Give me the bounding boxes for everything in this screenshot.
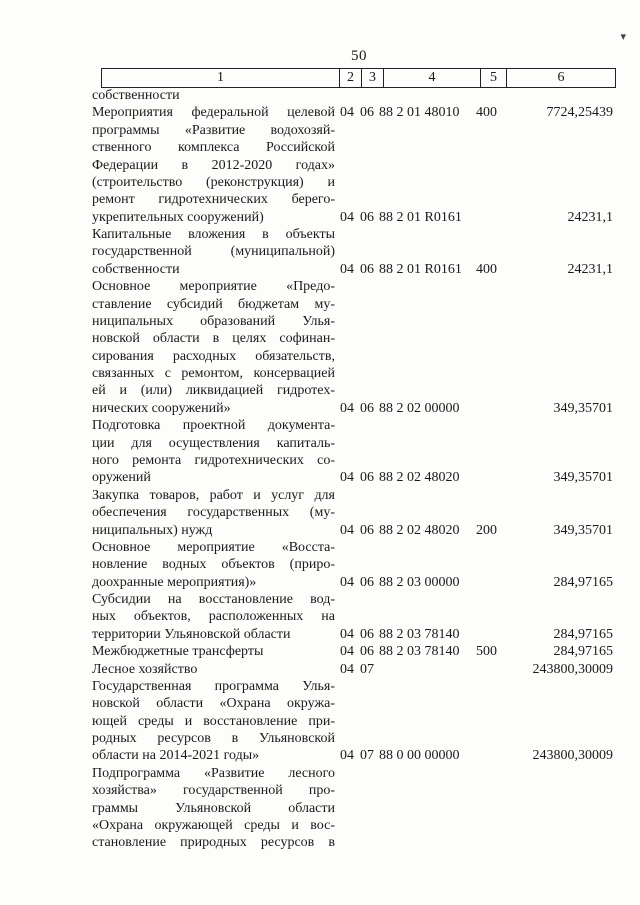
row-section-code: 04 — [340, 626, 354, 642]
row-description: Подпрограмма «Развитие лесного — [92, 765, 335, 781]
table-row — [0, 279, 640, 295]
row-description: Межбюджетные трансферты — [92, 644, 264, 660]
row-description: собственности — [92, 88, 180, 103]
row-description: становление природных ресурсов в — [92, 835, 335, 851]
row-description: ниципальных) нужд — [92, 522, 213, 538]
row-description: ного ремонта гидротехнических со- — [92, 452, 335, 468]
row-target-article: 88 2 03 00000 — [379, 574, 460, 590]
row-section-code: 04 — [340, 209, 354, 225]
row-expense-type: 400 — [476, 105, 497, 121]
row-description: связанных с ремонтом, консервацией — [92, 366, 335, 382]
row-amount: 24231,1 — [567, 209, 613, 225]
row-description: обеспечения государственных (му- — [92, 505, 335, 521]
row-target-article: 88 2 01 R0161 — [379, 261, 462, 277]
table-row — [0, 244, 640, 260]
row-subsection-code: 06 — [360, 644, 374, 660]
row-target-article: 88 2 03 78140 — [379, 626, 460, 642]
table-row — [0, 88, 640, 104]
header-col-4: 4 — [384, 69, 481, 87]
table-row — [0, 748, 640, 764]
row-description: ющей среды и восстановление при- — [92, 713, 335, 729]
row-description: государственной (муниципальной) — [92, 244, 335, 260]
row-description: оружений — [92, 470, 151, 486]
row-description: (строительство (реконструкция) и — [92, 174, 335, 190]
row-target-article: 88 0 00 00000 — [379, 748, 460, 764]
row-description: сирования расходных обязательств, — [92, 348, 335, 364]
row-description: нических сооружений» — [92, 400, 231, 416]
row-section-code: 04 — [340, 574, 354, 590]
row-description: новление водных объектов (приро- — [92, 557, 335, 573]
table-row — [0, 575, 640, 591]
row-subsection-code: 06 — [360, 522, 374, 538]
header-col-6: 6 — [557, 70, 565, 85]
table-row — [0, 523, 640, 539]
row-description: новской области «Охрана окружа- — [92, 696, 335, 712]
header-col-5: 5 — [481, 69, 507, 87]
row-subsection-code: 06 — [360, 574, 374, 590]
row-section-code: 04 — [340, 522, 354, 538]
table-row — [0, 453, 640, 469]
row-description: Основное мероприятие «Восста- — [92, 539, 335, 555]
table-row — [0, 662, 640, 678]
row-amount: 284,97165 — [553, 626, 613, 642]
row-description: собственности — [92, 261, 180, 277]
row-amount: 7724,25439 — [546, 105, 613, 121]
row-subsection-code: 07 — [360, 748, 374, 764]
row-target-article: 88 2 02 48020 — [379, 470, 460, 486]
table-row — [0, 592, 640, 608]
row-description: ниципальных образований Улья- — [92, 313, 335, 329]
corner-mark: ▾ — [620, 31, 626, 43]
table-row — [0, 818, 640, 834]
row-description: «Охрана окружающей среды и вос- — [92, 817, 335, 833]
row-expense-type: 200 — [476, 522, 497, 538]
row-subsection-code: 06 — [360, 626, 374, 642]
row-description: родных ресурсов в Ульяновской — [92, 731, 335, 747]
row-amount: 24231,1 — [567, 261, 613, 277]
row-section-code: 04 — [340, 105, 354, 121]
table-row — [0, 505, 640, 521]
table-row — [0, 488, 640, 504]
table-row — [0, 383, 640, 399]
row-amount: 349,35701 — [553, 400, 613, 416]
table-row — [0, 262, 640, 278]
table-row — [0, 401, 640, 417]
row-amount: 243800,30009 — [532, 661, 613, 677]
row-target-article: 88 2 01 R0161 — [379, 209, 462, 225]
table-row — [0, 123, 640, 139]
row-description: Капитальные вложения в объекты — [92, 227, 335, 243]
row-description: Основное мероприятие «Предо- — [92, 279, 335, 295]
table-row — [0, 158, 640, 174]
table-row — [0, 696, 640, 712]
row-amount: 349,35701 — [553, 522, 613, 538]
row-subsection-code: 06 — [360, 261, 374, 277]
table-row — [0, 366, 640, 382]
row-target-article: 88 2 02 00000 — [379, 400, 460, 416]
row-amount: 349,35701 — [553, 470, 613, 486]
row-description: Государственная программа Улья- — [92, 678, 335, 694]
table-row — [0, 175, 640, 191]
table-row — [0, 227, 640, 243]
table-row — [0, 210, 640, 226]
row-subsection-code: 06 — [360, 209, 374, 225]
row-target-article: 88 2 01 48010 — [379, 105, 460, 121]
row-description: области на 2014-2021 годы» — [92, 748, 260, 764]
row-expense-type: 500 — [476, 644, 497, 660]
row-section-code: 04 — [340, 661, 354, 677]
table-row — [0, 609, 640, 625]
row-section-code: 04 — [340, 400, 354, 416]
table-row — [0, 801, 640, 817]
row-description: новской области в целях софинан- — [92, 331, 335, 347]
table-row — [0, 331, 640, 347]
row-amount: 284,97165 — [553, 574, 613, 590]
row-subsection-code: 07 — [360, 661, 374, 677]
row-description: хозяйства» государственной про- — [92, 783, 335, 799]
row-description: ставление субсидий бюджетам му- — [92, 296, 335, 312]
row-target-article: 88 2 03 78140 — [379, 644, 460, 660]
page-number: 50 — [351, 48, 367, 64]
table-row — [0, 140, 640, 156]
table-row — [0, 783, 640, 799]
row-description: ции для осуществления капиталь- — [92, 435, 335, 451]
table-row — [0, 297, 640, 313]
header-col-2: 2 — [340, 69, 362, 87]
table-row — [0, 192, 640, 208]
table-row — [0, 766, 640, 782]
row-description: граммы Ульяновской области — [92, 800, 335, 816]
row-section-code: 04 — [340, 644, 354, 660]
row-description: Подготовка проектной документа- — [92, 418, 335, 434]
row-expense-type: 400 — [476, 261, 497, 277]
table-row — [0, 557, 640, 573]
row-subsection-code: 06 — [360, 470, 374, 486]
row-target-article: 88 2 02 48020 — [379, 522, 460, 538]
table-row — [0, 644, 640, 660]
row-description: Закупка товаров, работ и услуг для — [92, 487, 335, 503]
row-description: ремонт гидротехнических берего- — [92, 192, 335, 208]
row-description: Федерации в 2012-2020 годах» — [92, 157, 335, 173]
table-row — [0, 470, 640, 486]
row-description: Лесное хозяйство — [92, 661, 198, 677]
row-amount: 284,97165 — [553, 644, 613, 660]
row-description: территории Ульяновской области — [92, 626, 291, 642]
row-description: укрепительных сооружений) — [92, 209, 264, 225]
table-row — [0, 627, 640, 643]
table-row — [0, 349, 640, 365]
row-description: Мероприятия федеральной целевой — [92, 105, 335, 121]
table-row — [0, 105, 640, 121]
row-amount: 243800,30009 — [532, 748, 613, 764]
row-section-code: 04 — [340, 261, 354, 277]
table-row — [0, 731, 640, 747]
row-section-code: 04 — [340, 748, 354, 764]
row-description: ных объектов, расположенных на — [92, 609, 335, 625]
table-row — [0, 418, 640, 434]
table-header — [101, 68, 616, 88]
row-subsection-code: 06 — [360, 105, 374, 121]
row-subsection-code: 06 — [360, 400, 374, 416]
table-row — [0, 714, 640, 730]
row-description: Субсидии на восстановление вод- — [92, 592, 335, 608]
table-row — [0, 835, 640, 851]
header-col-1: 1 — [102, 69, 340, 87]
table-row — [0, 314, 640, 330]
row-description: доохранные мероприятия)» — [92, 574, 257, 590]
row-description: программы «Развитие водохозяй- — [92, 122, 335, 138]
row-description: ственного комплекса Российской — [92, 140, 335, 156]
header-col-3: 3 — [362, 69, 384, 87]
table-row — [0, 679, 640, 695]
table-row — [0, 436, 640, 452]
table-row — [0, 540, 640, 556]
row-section-code: 04 — [340, 470, 354, 486]
row-description: ей и (или) ликвидацией гидротех- — [92, 383, 335, 399]
